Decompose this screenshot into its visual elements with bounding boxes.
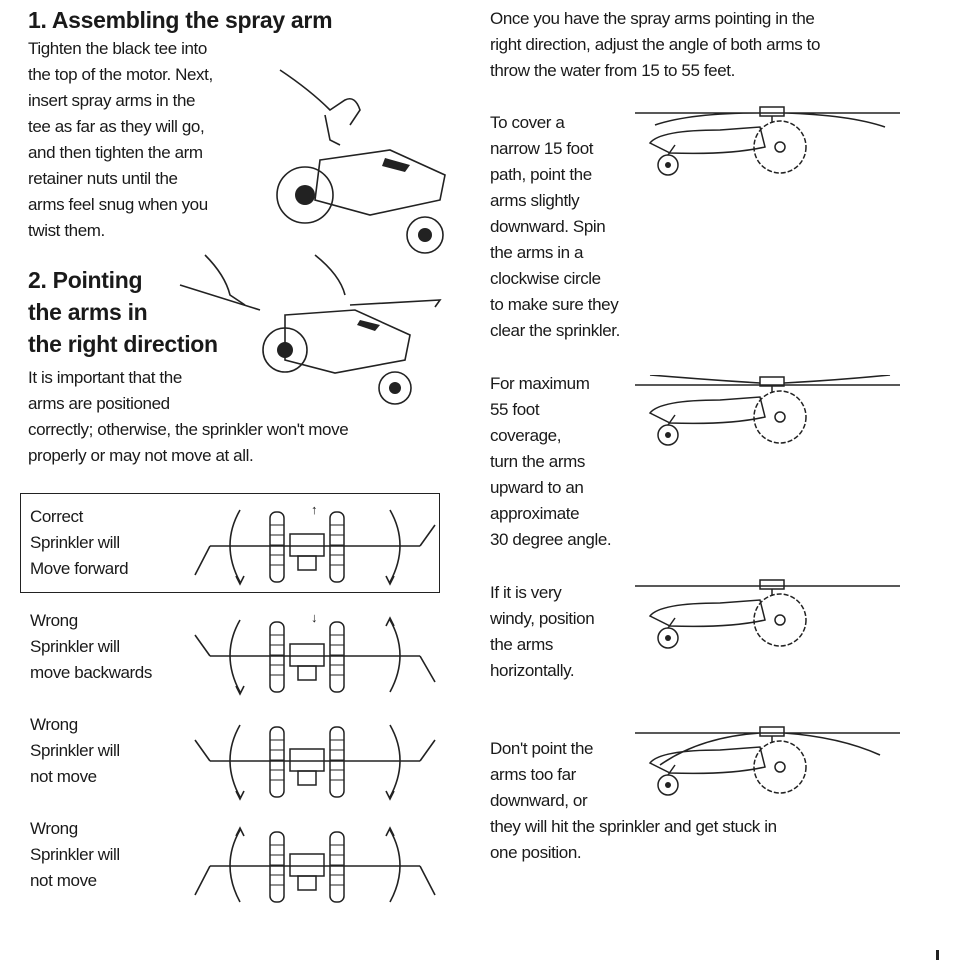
arm-row-correct-label bbox=[30, 504, 128, 582]
arm-row-backwards-label bbox=[30, 608, 152, 686]
text-line: It is important that the bbox=[28, 368, 182, 387]
text-line: clear the sprinkler. bbox=[490, 321, 620, 340]
text-line: Move forward bbox=[30, 559, 129, 578]
text-line: downward. Spin bbox=[490, 217, 606, 236]
text-line: and then tighten the arm bbox=[28, 143, 203, 162]
heading-line: the arms in bbox=[28, 299, 148, 325]
text-line: narrow 15 foot bbox=[490, 139, 594, 158]
text-line: properly or may not move at all. bbox=[28, 446, 254, 465]
text-line: downward, or bbox=[490, 791, 588, 810]
text-line: windy, position bbox=[490, 609, 595, 628]
text-line: arms slightly bbox=[490, 191, 580, 210]
arm-diagram-no-move-2 bbox=[190, 820, 440, 910]
text-line: not move bbox=[30, 767, 97, 786]
text-line: arms too far bbox=[490, 765, 576, 784]
text-line: Wrong bbox=[30, 819, 78, 838]
heading-line: 2. Pointing bbox=[28, 267, 143, 293]
arm-row-no-move-label-1 bbox=[30, 712, 120, 790]
arms-too-far-down-illustration bbox=[630, 725, 910, 805]
text-line: approximate bbox=[490, 504, 580, 523]
text-line: Don't point the bbox=[490, 739, 594, 758]
text-line: Once you have the spray arms pointing in the bbox=[490, 9, 815, 28]
text-line: twist them. bbox=[28, 221, 105, 240]
text-line: If it is very bbox=[490, 583, 562, 602]
tip-windy bbox=[490, 580, 594, 684]
arm-diagram-no-move-1 bbox=[190, 715, 440, 805]
text-line: Correct bbox=[30, 507, 83, 526]
text-line: To cover a bbox=[490, 113, 565, 132]
text-line: one position. bbox=[490, 843, 582, 862]
section1-heading: 1. Assembling the spray arm bbox=[28, 7, 333, 33]
text-line: 30 degree angle. bbox=[490, 530, 612, 549]
text-line: arms are positioned bbox=[28, 394, 170, 413]
assembly-illustration bbox=[270, 50, 460, 260]
text-line: Wrong bbox=[30, 611, 78, 630]
text-line: insert spray arms in the bbox=[28, 91, 196, 110]
text-line: Sprinkler will bbox=[30, 533, 120, 552]
text-line: to make sure they bbox=[490, 295, 619, 314]
text-line: path, point the bbox=[490, 165, 592, 184]
text-line: not move bbox=[30, 871, 97, 890]
tip-maximum-coverage bbox=[490, 371, 611, 553]
adjust-angle-intro bbox=[490, 6, 820, 84]
text-line: the top of the motor. Next, bbox=[28, 65, 213, 84]
text-line: arms feel snug when you bbox=[28, 195, 208, 214]
text-line: the arms bbox=[490, 635, 553, 654]
text-line: upward to an bbox=[490, 478, 584, 497]
text-line: correctly; otherwise, the sprinkler won't move bbox=[28, 420, 349, 439]
text-line: retainer nuts until the bbox=[28, 169, 178, 188]
text-line: Tighten the black tee into bbox=[28, 39, 207, 58]
text-line: they will hit the sprinkler and get stuck in bbox=[490, 817, 777, 836]
arm-row-no-move-label-2 bbox=[30, 816, 120, 894]
text-line: horizontally. bbox=[490, 661, 575, 680]
arms-downward-illustration bbox=[630, 105, 910, 185]
text-line: move backwards bbox=[30, 663, 152, 682]
direction-arrow-up: ↑ bbox=[311, 502, 318, 517]
text-line: the arms in a bbox=[490, 243, 584, 262]
text-line: coverage, bbox=[490, 426, 562, 445]
pointing-illustration bbox=[175, 245, 445, 410]
heading-line: the right direction bbox=[28, 331, 218, 357]
text-line: Sprinkler will bbox=[30, 741, 120, 760]
text-line: turn the arms bbox=[490, 452, 585, 471]
section1-text bbox=[28, 36, 213, 244]
text-line: clockwise circle bbox=[490, 269, 601, 288]
text-line: throw the water from 15 to 55 feet. bbox=[490, 61, 735, 80]
text-line: Sprinkler will bbox=[30, 845, 120, 864]
text-line: right direction, adjust the angle of both arms to bbox=[490, 35, 821, 54]
text-line: 55 foot bbox=[490, 400, 540, 419]
page-edge-mark bbox=[936, 950, 939, 960]
arms-upward-illustration bbox=[630, 375, 910, 455]
text-line: Wrong bbox=[30, 715, 78, 734]
direction-arrow-down: ↓ bbox=[311, 610, 318, 625]
text-line: tee as far as they will go, bbox=[28, 117, 205, 136]
arms-horizontal-illustration bbox=[630, 578, 910, 658]
text-line: For maximum bbox=[490, 374, 590, 393]
tip-narrow-path bbox=[490, 110, 620, 344]
text-line: Sprinkler will bbox=[30, 637, 120, 656]
